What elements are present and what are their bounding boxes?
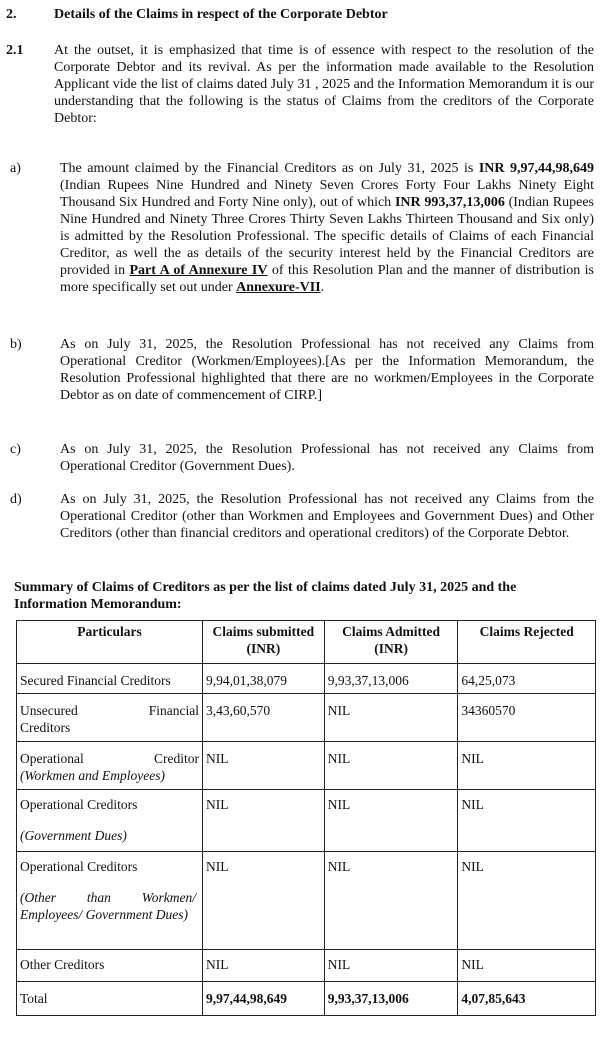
particulars-cell xyxy=(17,694,203,742)
submitted-cell: NIL xyxy=(202,950,324,982)
item-a-text xyxy=(60,160,594,296)
table-row xyxy=(17,790,596,852)
admitted-cell: NIL xyxy=(324,950,458,982)
particulars-word: Financial xyxy=(148,703,199,718)
table-row xyxy=(17,742,596,790)
header-claims-admitted: Claims Admitted (INR) xyxy=(324,621,458,664)
item-d-text: As on July 31, 2025, the Resolution Professional has not received any Claims from the Operational Creditor (other than Workmen and Employees and Government Dues) and Other Creditors (other than financial creditors and operational creditors) of the Corporate Debtor. xyxy=(60,492,594,541)
rejected-cell: 34360570 xyxy=(458,694,596,742)
particulars-subtext: (Workmen and Employees) xyxy=(20,768,165,783)
section-title: Details of the Claims in respect of the Corporate Debtor xyxy=(54,7,388,22)
particulars-subtext: (Other than Workmen/ Employees/ Government Dues) xyxy=(20,890,196,922)
annexure-vii-reference: Annexure-VII xyxy=(236,280,321,295)
rejected-cell: 64,25,073 xyxy=(458,664,596,694)
item-a-part5: . xyxy=(320,280,325,295)
particulars-word: Creditors xyxy=(20,720,71,735)
summary-title: Summary of Claims of Creditors as per the list of claims dated July 31, 2025 and the Information Memorandum: xyxy=(14,580,517,612)
header-particulars: Particulars xyxy=(17,621,203,664)
item-a-admitted-amount: INR 993,37,13,006 xyxy=(394,195,505,210)
total-rejected: 4,07,85,643 xyxy=(458,982,596,1016)
particulars-word: Creditor xyxy=(153,751,199,766)
admitted-cell: NIL xyxy=(324,790,458,852)
item-a-label: a) xyxy=(10,161,21,176)
admitted-cell: NIL xyxy=(324,694,458,742)
annexure-iv-reference: Part A of Annexure IV xyxy=(129,263,268,278)
table-row xyxy=(17,950,596,982)
admitted-cell: NIL xyxy=(324,852,458,950)
admitted-cell: NIL xyxy=(324,742,458,790)
rejected-cell: NIL xyxy=(458,852,596,950)
particulars-cell: Other Creditors xyxy=(17,950,203,982)
item-d-label: d) xyxy=(10,492,22,507)
subsection-text: At the outset, it is emphasized that time is of essence with respect to the resolution of the Corporate Debtor and its revival. As per the information made available to the Resolution Applicant vide the list of claims dated July 31 , 2025 and the Information Memorandum it is our understanding that the following is the status of Claims from the creditors of the Corporate Debtor: xyxy=(54,43,594,126)
item-c-text: As on July 31, 2025, the Resolution Professional has not received any Claims from Operational Creditor (Government Dues). xyxy=(60,442,594,474)
particulars-subtext: (Government Dues) xyxy=(20,828,127,843)
table-total-row xyxy=(17,982,596,1016)
subsection-number: 2.1 xyxy=(6,43,24,58)
submitted-cell: NIL xyxy=(202,742,324,790)
particulars-cell xyxy=(17,852,203,950)
total-submitted: 9,97,44,98,649 xyxy=(202,982,324,1016)
particulars-word: Unsecured xyxy=(20,703,78,718)
claims-summary-table xyxy=(16,620,596,1016)
item-a-part4: of this Resolution Plan and the manner of distribution is more specifically set out under xyxy=(60,263,594,295)
submitted-cell: 9,94,01,38,079 xyxy=(202,664,324,694)
rejected-cell: NIL xyxy=(458,950,596,982)
particulars-word: Operational xyxy=(20,751,84,766)
header-claims-submitted: Claims submitted (INR) xyxy=(202,621,324,664)
item-a-part1: The amount claimed by the Financial Creditors as on July 31, 2025 is xyxy=(60,161,479,176)
item-a-part3: (Indian Rupees Nine Hundred and Ninety Three Crores Thirty Seven Lakhs Thirteen Thousand and Six only) is admitted by the Resolution Professional. The specific details of Claims of each Financial Creditor, as well the as details of the security interest held by the Financial Creditors are provided in xyxy=(60,195,594,278)
table-row xyxy=(17,852,596,950)
particulars-main: Operational Creditors xyxy=(20,859,138,874)
particulars-cell xyxy=(17,742,203,790)
header-claims-rejected: Claims Rejected xyxy=(458,621,596,664)
total-label: Total xyxy=(17,982,203,1016)
rejected-cell: NIL xyxy=(458,742,596,790)
item-b-text: As on July 31, 2025, the Resolution Professional has not received any Claims from Operational Creditor (Workmen/Employees).[As per the Information Memorandum, the Resolution Professional highlighted that there are no workmen/Employees in the Corporate Debtor as on date of commencement of CIRP.] xyxy=(60,337,594,403)
table-header-row xyxy=(17,621,596,664)
admitted-cell: 9,93,37,13,006 xyxy=(324,664,458,694)
submitted-cell: NIL xyxy=(202,852,324,950)
rejected-cell: NIL xyxy=(458,790,596,852)
particulars-cell xyxy=(17,790,203,852)
submitted-cell: NIL xyxy=(202,790,324,852)
section-number: 2. xyxy=(6,7,17,22)
submitted-cell: 3,43,60,570 xyxy=(202,694,324,742)
item-a-claimed-amount: INR 9,97,44,98,649 xyxy=(478,161,594,176)
particulars-cell: Secured Financial Creditors xyxy=(17,664,203,694)
table-row xyxy=(17,694,596,742)
total-admitted: 9,93,37,13,006 xyxy=(324,982,458,1016)
particulars-main: Operational Creditors xyxy=(20,797,138,812)
item-b-label: b) xyxy=(10,337,22,352)
table-row xyxy=(17,664,596,694)
item-c-label: c) xyxy=(10,442,21,457)
item-a-part2: (Indian Rupees Nine Hundred and Ninety Seven Crores Forty Four Lakhs Ninety Eight Thousand Six Hundred and Forty Nine only), out of which xyxy=(60,178,594,210)
